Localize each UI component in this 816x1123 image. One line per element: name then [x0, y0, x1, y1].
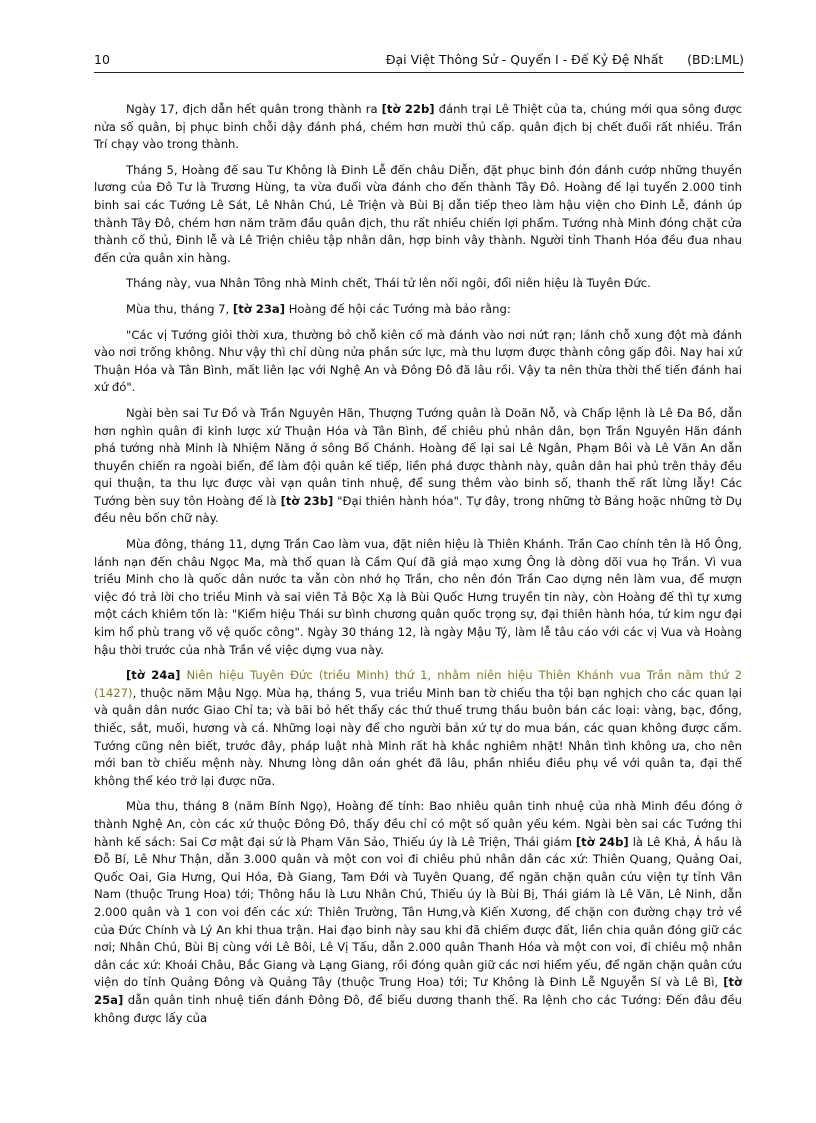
paragraph-text: "Đại thiên hành hóa". Tự đây, trong những tờ Bảng hoặc những tờ Dụ đều nêu bốn chữ này.	[94, 493, 743, 526]
paragraph-text: Ngày 17, địch dẫn hết quân trong thành ra	[126, 102, 382, 116]
paragraph-9	[94, 798, 742, 1027]
running-title: Đại Việt Thông Sử - Quyển I - Đế Kỷ Đệ Nhất (BD:LML)	[385, 52, 744, 67]
paragraph-text: , thuộc năm Mậu Ngọ. Mùa hạ, tháng 5, vua triều Minh ban tờ chiếu tha tội bạn nghịch cho các quan lại và quân dân nước Giao Chỉ ta; và bãi bỏ hết thẩy các thứ thuế trưng thầu buôn bán các loại: vàng, bạc, đồng, thiếc, sắt, muối, hương và cá. Những loại này để cho người bản xứ tự do mua bán, các quan không được cấm. Tướng cũng nên biết, trước đây, pháp luật nhà Minh rất hà khắc nghiêm nhặt! Nhân tình không ưa, cho nên mới ban tờ chiếu mệnh này. Nhưng lòng dân oán ghét đã lâu, phần nhiều điều phụ về với quân ta, đại thế không thể kéo trở lại được nữa.	[94, 685, 742, 788]
paragraph-2: Tháng 5, Hoàng đế sau Tư Không là Đinh Lễ đến châu Diễn, đặt phục binh đón đánh cướp những thuyền lương của Đô Tư là Trương Hùng, ta vừa đuổi vừa đánh cho đến thành Tây Đô. Hoàng đế lại tuyển 2.000 tinh binh sai các Tướng Lê Sát, Lê Nhân Chú, Lê Triện và Bùi Bị dẫn tiếp theo làm hậu viện cho Đinh Lễ, đánh úp thành Tây Đô, chém hơn năm trăm đầu quân địch, thu rất nhiều chiến lợi phẩm. Tướng nhà Minh đóng chặt cửa thành cố thủ, Đinh lễ và Lê Triện chiêu tập nhân dân, hợp binh vây thành. Người tỉnh Thanh Hóa đều đua nhau đến cửa quân xin hàng.	[94, 162, 743, 265]
page-reference: [tờ 22b]	[381, 102, 435, 116]
paragraph-6	[94, 405, 742, 528]
quotation-paragraph: "Các vị Tướng giỏi thời xưa, thường bỏ chỗ kiên cố mà đánh vào nơi nứt rạn; lánh chỗ xung đột mà đánh vào nơi trống không. Như vậy thì chỉ dùng nửa phần sức lực, mà thu lượm được thành công gấp đôi. Nay hai xứ Thuận Hóa và Tân Bình, mất liên lạc với Nghệ An và Đông Đô đã lâu rồi. Vậy ta nên thừa thời thế tiến đánh hai xứ đó".	[94, 327, 742, 395]
paragraph-text: Ngài bèn sai Tư Đồ và Trần Nguyên Hãn, Thượng Tướng quân là Doãn Nỗ, và Chấp lệnh là Lê Đa Bồ, dẫn hơn nghìn quân đi kinh lược xứ Thuận Hóa và Tân Bình, để chiêu phủ nhân dân, bọn Trần Nguyên Hãn đánh phá tướng nhà Minh là Nhiệm Năng ở sông Bố Chánh. Hoàng đế lại sai Lê Ngân, Phạm Bôi và Lê Văn An dẫn thuyền chiến ra ngoài biển, để làm đội quân kế tiếp, liền phá được thành này, quân dân hai phủ trên thảy đều qui thuận, ta thu lực được vài vạn quân tinh nhuệ, để sung thêm vào binh số, thanh thế rất lừng lẫy! Các Tướng bèn suy tôn Hoàng đế là	[94, 405, 742, 508]
page-reference: [tờ 25a]	[94, 975, 742, 1007]
page-number: 10	[94, 52, 110, 67]
paragraph-4	[94, 301, 742, 319]
page-reference: [tờ 23a]	[232, 301, 286, 316]
paragraph-text: đánh trại Lê Thiệt của ta, chúng mới qua sông được nửa số quân, bị phục binh chỗi dậy đánh phá, chém hơn mười thủ cấp. quân địch bị chết đuối rất nhiều. Trần Trí chạy vào trong thành.	[94, 102, 743, 152]
paragraph-text: Mùa thu, tháng 7,	[126, 301, 233, 316]
page-header	[94, 52, 744, 73]
paragraph-text: Hoàng đế hội các Tướng mà bảo rằng:	[285, 301, 511, 316]
paragraph-7: Mùa đông, tháng 11, dựng Trần Cao làm vua, đặt niên hiệu là Thiên Khánh. Trần Cao chính tên là Hồ Ông, lánh nạn đến châu Ngọc Ma, mà thổ quan là Cầm Quí đã giả mạo xưng Ông là dòng dõi vua họ Trần. Vì vua triều Minh cho là quốc dân nước ta vẫn còn nhớ họ Trần, cho nên đón Trần Cao dựng nên làm vua, để mượn việc đó trả lời cho triều Minh và sai viên Tả Bộc Xạ là Bùi Quốc Hưng truyền tin này, còn Hoàng đế thì tự xưng một cách khiêm tốn là: "Kiểm hiệu Thái sư bình chương quân quốc trọng sự, đại thiên hành hóa, tứ kim ngư đại kim hổ phù trang võ vệ quốc công". Ngày 30 tháng 12, là ngày Mậu Tý, làm lễ tâu cáo với các vị Vua và Hoàng hậu thời trước của nhà Trần về việc dựng vua này.	[94, 537, 742, 657]
paragraph-text: Mùa thu, tháng 8 (năm Bính Ngọ), Hoàng đế tính: Bao nhiêu quân tinh nhuệ của nhà Minh đều đóng ở thành Nghệ An, còn các xứ thuộc Đông Đô, thấy đều chỉ có một số quân yếu kém. Ngài bèn sai các Tướng thi hành kế sách: Sai Cơ mật đại sứ là Phạm Văn Sảo, Thiếu úy là Lê Triện, Thái giám	[94, 799, 742, 849]
paragraph-text: dẫn quân tinh nhuệ tiến đánh Đông Đô, để biểu dương thanh thế. Ra lệnh cho các Tướng: Đến đâu đều không được lấy của	[94, 992, 742, 1025]
page-reference: [tờ 24a]	[126, 668, 181, 683]
paragraph-text: là Lê Khả, Á hầu là Đỗ Bí, Lê Như Thận, dẫn 3.000 quân và một con voi đi chiêu phủ nhân dân các xứ: Thiên Quang, Quảng Oai, Quốc Oai, Gia Hưng, Qui Hóa, Đà Giang, Tam Đới và Tuyên Quang, để ngăn chặn quân cứu viện tự tỉnh Vân Nam (thuộc Trung Hoa) tới; Thông hầu là Lưu Nhân Chú, Thiếu úy là Bùi Bị, Thái giám là Lê Văn, Lê Ninh, dẫn 2.000 quân và 1 con voi đến các xứ: Thiên Trường, Tân Hưng,và Kiến Xương, để chặn con đường chạy trở về của Đức Chính và Lý An khi thua trận. Hai đạo binh này sau khi đã chiếm được đất, liền chia quân đóng giữ các nơi; Nhân Chú, Bùi Bị cùng với Lê Bôi, Lê Vị Tấu, dẫn 2.000 quân Thanh Hóa và một con voi, đi chiêu mộ nhân dân các xứ: Khoái Châu, Bắc Giang và Lạng Giang, rồi đóng quân giữ các nơi hiểm yếu, để ngăn chặn quân cứu viện do tỉnh Quảng Đông và Quảng Tây (thuộc Trung Hoa) tới; Tư Không là Đinh Lễ Nguyễn Sí và Lê Bì,	[94, 834, 742, 990]
year-heading: Niên hiệu Tuyên Đức (triều Minh) thứ 1, nhằm niên hiệu Thiên Khánh vua Trần năm thứ 2 (1427)	[94, 668, 742, 700]
paragraph-3: Tháng này, vua Nhân Tông nhà Minh chết, Thái tử lên nối ngôi, đổi niên hiệu là Tuyên Đức.	[126, 276, 651, 291]
paragraph-1	[94, 101, 742, 154]
paragraph-8	[94, 667, 742, 790]
page-reference: [tờ 24b]	[575, 834, 629, 849]
page-reference: [tờ 23b]	[280, 493, 334, 508]
body-text	[94, 101, 742, 1027]
